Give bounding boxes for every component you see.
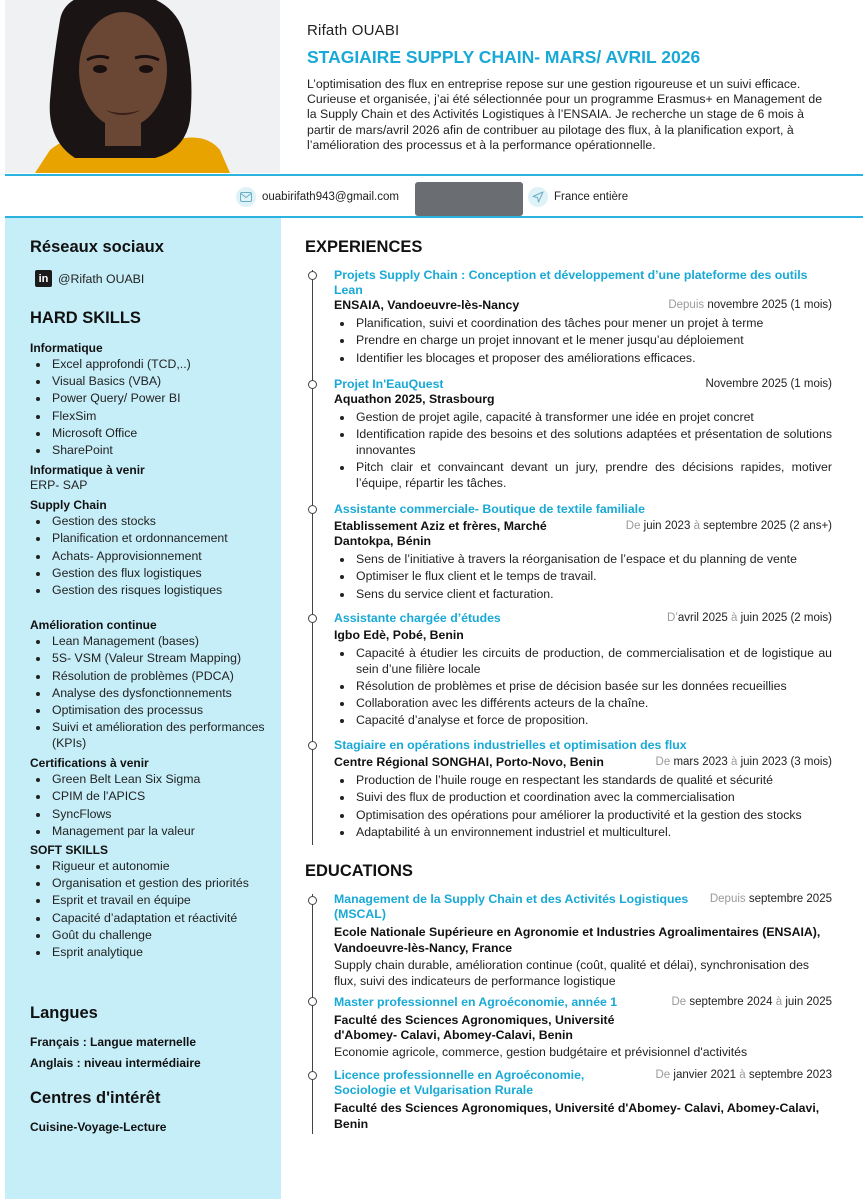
interests-text: Cuisine-Voyage-Lecture <box>30 1120 167 1134</box>
education-school: Faculté des Sciences Agronomiques, Université d'Abomey- Calavi, Abomey-Calavi, Benin <box>334 1101 820 1131</box>
experience-entry <box>334 738 832 842</box>
list-item: Sens du service client et facturation. <box>334 587 832 603</box>
informatique-label: Informatique <box>30 341 103 355</box>
list-item: Gestion des stocks <box>30 513 270 530</box>
amelioration-label: Amélioration continue <box>30 618 157 633</box>
header-divider-top <box>5 174 863 176</box>
experience-entry <box>334 268 832 368</box>
experience-org: ENSAIA, Vandoeuvre-lès-Nancy <box>334 298 520 312</box>
experience-title: Assistante commerciale- Boutique de textile familiale <box>334 502 645 516</box>
list-item: Microsoft Office <box>30 425 270 442</box>
timeline-dot <box>308 997 317 1006</box>
experience-entry <box>334 502 832 604</box>
experience-timeline <box>312 270 313 845</box>
education-entry <box>334 892 832 989</box>
linkedin-link[interactable] <box>30 270 270 287</box>
informatique-venir-text: ERP- SAP <box>30 478 88 493</box>
profile-photo <box>5 0 280 173</box>
languages-heading: Langues <box>30 1004 98 1022</box>
list-item: SharePoint <box>30 442 270 459</box>
email-text: ouabirifath943@gmail.com <box>262 191 399 203</box>
navigation-arrow-icon <box>528 187 548 207</box>
list-item: Identification rapide des besoins et des solutions adaptées et présentation de solutions innovantes <box>334 427 832 458</box>
list-item: Identifier les blocages et proposer des améliorations efficaces. <box>334 351 832 367</box>
list-item: Résolution de problèmes et prise de décision basée sur les données recueillies <box>334 679 832 695</box>
experience-date: Novembre 2025 (1 mois) <box>705 378 832 390</box>
list-item: Optimiser le flux client et le temps de travail. <box>334 569 832 585</box>
supply-chain-list <box>30 513 270 599</box>
soft-skills-label: SOFT SKILLS <box>30 843 108 858</box>
education-title: Licence professionnelle en Agroéconomie, <box>334 1068 585 1082</box>
list-item: Optimisation des opérations pour améliorer la productivité et la gestion des stocks <box>334 808 832 824</box>
list-item: Lean Management (bases) <box>30 633 270 650</box>
list-item: FlexSim <box>30 408 270 425</box>
interests-section <box>30 1089 270 1134</box>
experience-title: Assistante chargée d’études <box>334 611 501 625</box>
amelioration-list <box>30 633 270 751</box>
education-school: Ecole Nationale Supérieure en Agronomie et Industries Agroalimentaires (ENSAIA), Vandoeuvre-lès-Nancy, France <box>334 925 821 955</box>
certifications-list <box>30 771 270 840</box>
interests-heading: Centres d'intérêt <box>30 1089 161 1107</box>
list-item: Gestion de projet agile, capacité à transformer une idée en projet concret <box>334 410 832 426</box>
education-entry <box>334 1068 832 1132</box>
list-item: Capacité à étudier les circuits de production, de commercialisation et de logistique au sein d’une filière locale <box>334 646 832 677</box>
list-item: Adaptabilité à un environnement industriel et multiculturel. <box>334 825 832 841</box>
experience-org: Etablissement Aziz et frères, Marché <box>334 519 547 533</box>
list-item: Suivi et amélioration des performances (KPIs) <box>30 719 270 751</box>
timeline-dot <box>308 1071 317 1080</box>
list-item: Rigueur et autonomie <box>30 858 270 875</box>
social-heading: Réseaux sociaux <box>30 238 164 256</box>
list-item: Capacité d’adaptation et réactivité <box>30 910 270 927</box>
experience-date: D’avril 2025 à juin 2025 (2 mois) <box>667 612 832 624</box>
list-item: Gestion des risques logistiques <box>30 582 270 599</box>
supply-chain-label: Supply Chain <box>30 498 107 513</box>
mail-icon <box>236 187 256 207</box>
education-timeline <box>312 894 313 1134</box>
linkedin-icon: in <box>35 270 52 287</box>
list-item: Gestion des flux logistiques <box>30 565 270 582</box>
languages-section <box>30 1004 270 1070</box>
list-item: Visual Basics (VBA) <box>30 373 270 390</box>
list-item: SyncFlows <box>30 806 270 823</box>
header <box>307 22 837 153</box>
list-item: Power Query/ Power BI <box>30 390 270 407</box>
list-item: Collaboration avec les différents acteurs de la chaîne. <box>334 696 832 712</box>
social-section <box>30 238 270 287</box>
list-item: 5S- VSM (Valeur Stream Mapping) <box>30 650 270 667</box>
experience-entry <box>334 611 832 731</box>
informatique-list <box>30 356 270 459</box>
hard-skills-section <box>30 309 270 961</box>
education-school: d'Abomey- Calavi, Abomey-Calavi, Benin <box>334 1028 573 1042</box>
location-text: France entière <box>554 191 629 203</box>
list-item: Production de l’huile rouge en respectant les standards de qualité et sécurité <box>334 773 832 789</box>
education-school: Faculté des Sciences Agronomiques, Université <box>334 1013 615 1027</box>
timeline-dot <box>308 380 317 389</box>
timeline-dot <box>308 505 317 514</box>
experience-entry <box>334 377 832 493</box>
language-english: Anglais : niveau intermédiaire <box>30 1056 201 1070</box>
linkedin-handle: @Rifath OUABI <box>58 271 145 286</box>
education-entry <box>334 995 832 1061</box>
list-item: Achats- Approvisionnement <box>30 548 270 565</box>
list-item: Analyse des dysfonctionnements <box>30 685 270 702</box>
experience-org: Aquathon 2025, Strasbourg <box>334 392 495 406</box>
education-title: (MSCAL) <box>334 907 386 921</box>
experience-org: Dantokpa, Bénin <box>334 534 432 548</box>
language-french: Français : Langue maternelle <box>30 1035 197 1049</box>
education-description: Economie agricole, commerce, gestion budgétaire et prévisionnel d'activités <box>334 1045 748 1059</box>
timeline-dot <box>308 271 317 280</box>
experience-date: De juin 2023 à septembre 2025 (2 ans+) <box>625 520 832 532</box>
experiences-heading: EXPERIENCES <box>305 238 423 256</box>
experience-title: Projet In'EauQuest <box>334 377 444 391</box>
list-item: Green Belt Lean Six Sigma <box>30 771 270 788</box>
list-item: Résolution de problèmes (PDCA) <box>30 668 270 685</box>
list-item: Capacité d’analyse et force de proposition. <box>334 713 832 729</box>
profile-summary: L’optimisation des flux en entreprise repose sur une gestion rigoureuse et un suivi efficace. Curieuse et organisée, j’ai été sélectionnée pour un programme Erasmus+ en Management de la Supply Chain et des Activités Logistiques à l’ENSAIA. Je recherche un stage de 6 mois à partir de mars/avril 2026 afin de contribuer au pilotage des flux, à la planification export, à l’amélioration des processus et à la performance opérationnelle. <box>307 77 823 152</box>
list-item: Esprit et travail en équipe <box>30 892 270 909</box>
list-item: Prendre en charge un projet innovant et le mener jusqu’au déploiement <box>334 333 832 349</box>
education-title: Sociologie et Vulgarisation Rurale <box>334 1083 534 1097</box>
redacted-phone <box>415 182 523 216</box>
list-item: CPIM de l'APICS <box>30 788 270 805</box>
experience-title: Stagiaire en opérations industrielles et optimisation des flux <box>334 738 687 752</box>
education-date: Depuis septembre 2025 <box>709 893 832 905</box>
experience-date: De mars 2023 à juin 2023 (3 mois) <box>655 756 832 768</box>
list-item: Planification et ordonnancement <box>30 530 270 547</box>
education-date: De janvier 2021 à septembre 2023 <box>655 1069 832 1081</box>
timeline-dot <box>308 741 317 750</box>
education-description: Supply chain durable, amélioration continue (coût, qualité et délai), synchronisation des flux, suivi des indicateurs de performance logistique <box>334 958 810 988</box>
list-item: Organisation et gestion des priorités <box>30 875 270 892</box>
timeline-dot <box>308 896 317 905</box>
list-item: Optimisation des processus <box>30 702 270 719</box>
experience-title: Projets Supply Chain : Conception et développement d’une plateforme des outils Lean <box>334 268 808 297</box>
contact-email[interactable] <box>236 186 399 208</box>
job-title: STAGIAIRE SUPPLY CHAIN- MARS/ AVRIL 2026 <box>307 47 701 67</box>
list-item: Excel approfondi (TCD,..) <box>30 356 270 373</box>
soft-skills-list <box>30 858 270 961</box>
list-item: Planification, suivi et coordination des tâches pour mener un projet à terme <box>334 316 832 332</box>
experience-org: Igbo Edè, Pobé, Benin <box>334 628 464 642</box>
education-title: Management de la Supply Chain et des Activités Logistiques <box>334 892 689 906</box>
experience-org: Centre Régional SONGHAI, Porto-Novo, Benin <box>334 755 604 769</box>
informatique-venir-label: Informatique à venir <box>30 463 145 478</box>
list-item: Sens de l’initiative à travers la réorganisation de l’espace et du planning de vente <box>334 552 832 568</box>
education-date: De septembre 2024 à juin 2025 <box>671 996 832 1008</box>
list-item: Pitch clair et convaincant devant un jury, prendre des décisions rapides, motiver l’équipe, répartir les tâches. <box>334 460 832 491</box>
candidate-name: Rifath OUABI <box>307 22 400 39</box>
list-item: Suivi des flux de production et coordination avec la commercialisation <box>334 790 832 806</box>
list-item: Goût du challenge <box>30 927 270 944</box>
contact-location <box>528 186 628 208</box>
timeline-dot <box>308 614 317 623</box>
list-item: Management par la valeur <box>30 823 270 840</box>
experience-date: Depuis novembre 2025 (1 mois) <box>668 299 832 311</box>
educations-heading: EDUCATIONS <box>305 862 413 880</box>
certifications-label: Certifications à venir <box>30 756 149 771</box>
hard-skills-heading: HARD SKILLS <box>30 309 141 327</box>
list-item: Esprit analytique <box>30 944 270 961</box>
education-title: Master professionnel en Agroéconomie, année 1 <box>334 995 618 1009</box>
